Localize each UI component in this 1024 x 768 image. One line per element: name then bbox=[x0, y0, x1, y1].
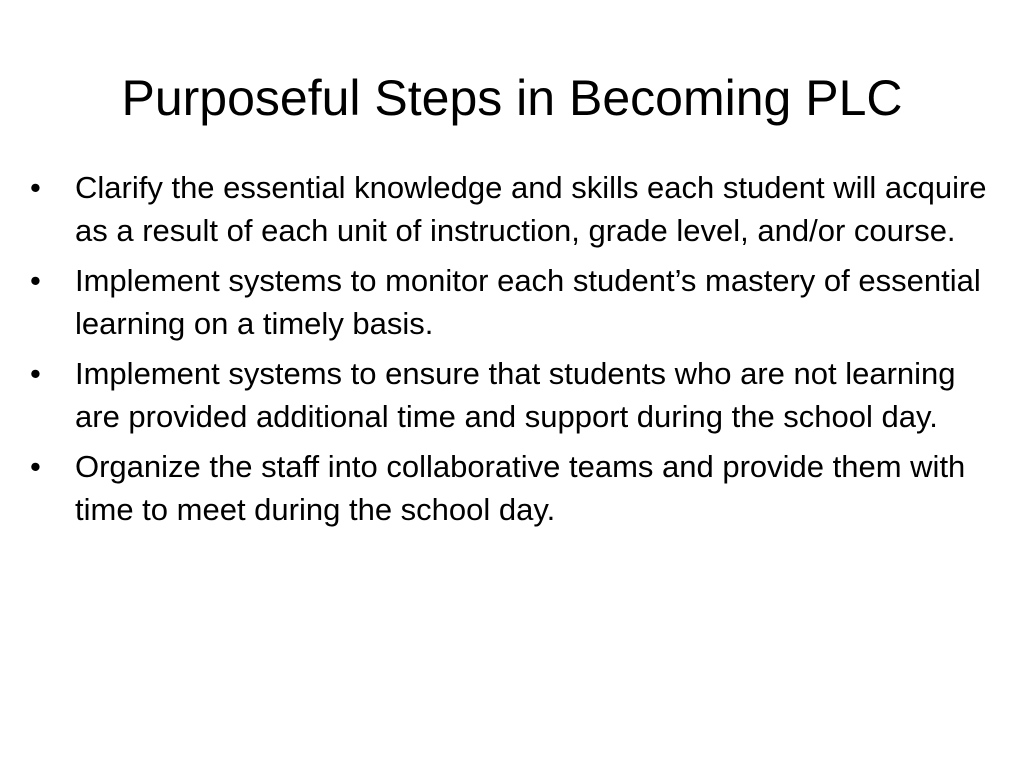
bullet-icon: • bbox=[30, 263, 41, 298]
bullet-item-additional-support bbox=[30, 352, 1005, 438]
bullet-text: Implement systems to ensure that students who are not learning are provided additional time and support during the school day. bbox=[75, 356, 956, 434]
bullet-icon: • bbox=[30, 356, 41, 391]
bullet-item-collaborative-teams bbox=[30, 445, 1005, 531]
bullet-icon: • bbox=[30, 170, 41, 205]
bullet-list bbox=[30, 166, 1005, 538]
bullet-item-clarify-knowledge bbox=[30, 166, 1005, 252]
bullet-item-monitor-mastery bbox=[30, 259, 1005, 345]
bullet-icon: • bbox=[30, 449, 41, 484]
bullet-text: Clarify the essential knowledge and skills each student will acquire as a result of each unit of instruction, grade level, and/or course. bbox=[75, 170, 987, 248]
bullet-text: Implement systems to monitor each student’s mastery of essential learning on a timely basis. bbox=[75, 263, 981, 341]
bullet-text: Organize the staff into collaborative teams and provide them with time to meet during the school day. bbox=[75, 449, 966, 527]
slide-title: Purposeful Steps in Becoming PLC bbox=[121, 70, 903, 126]
